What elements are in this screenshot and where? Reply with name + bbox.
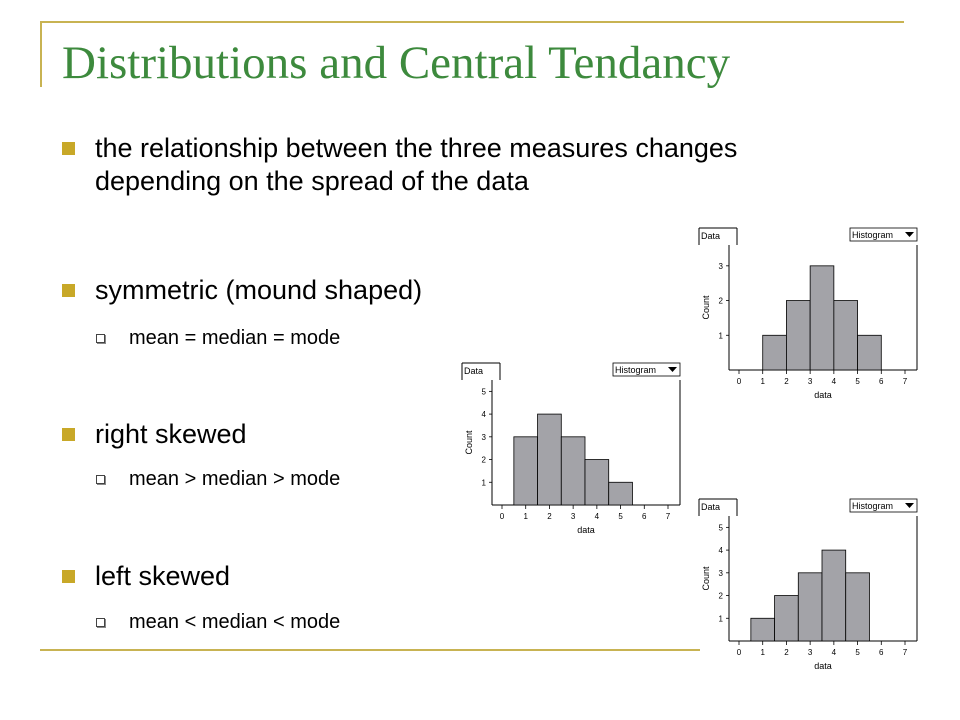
histogram-bar bbox=[763, 335, 787, 370]
histogram-bar bbox=[858, 335, 882, 370]
x-tick-label: 3 bbox=[570, 512, 576, 521]
y-tick-label: 2 bbox=[481, 455, 486, 465]
slide-title: Distributions and Central Tendancy bbox=[62, 37, 731, 89]
y-tick-label: 2 bbox=[718, 591, 723, 601]
histogram-bar bbox=[775, 596, 799, 641]
top-rule bbox=[40, 21, 904, 23]
left-rule bbox=[40, 21, 42, 87]
histogram-bar bbox=[751, 618, 775, 641]
sub-bullet-left-skewed bbox=[96, 611, 340, 634]
y-tick-label: 1 bbox=[718, 331, 723, 341]
x-tick-label: 7 bbox=[902, 648, 908, 657]
x-tick-label: 7 bbox=[665, 512, 671, 521]
x-tick-label: 6 bbox=[879, 377, 884, 386]
x-tick-label: 2 bbox=[784, 648, 789, 657]
x-tick-label: 4 bbox=[594, 512, 600, 521]
x-tick-label: 1 bbox=[760, 377, 765, 386]
x-tick-label: 4 bbox=[831, 377, 837, 386]
x-tick-label: 2 bbox=[547, 512, 552, 521]
y-axis-label: Count bbox=[464, 430, 474, 455]
x-tick-label: 1 bbox=[760, 648, 765, 657]
x-tick-label: 7 bbox=[902, 377, 908, 386]
x-axis-label: data bbox=[814, 661, 832, 671]
square-bullet-icon bbox=[62, 142, 75, 155]
histogram-left-skewed bbox=[695, 496, 925, 681]
x-tick-label: 3 bbox=[807, 377, 813, 386]
x-tick-label: 2 bbox=[784, 377, 789, 386]
histogram-dropdown-label: Histogram bbox=[852, 230, 894, 240]
histogram-bar bbox=[609, 482, 633, 505]
data-tab-label: Data bbox=[701, 231, 721, 241]
histogram-dropdown-label: Histogram bbox=[852, 501, 894, 511]
sub-bullet-text: mean > median > mode bbox=[129, 468, 341, 490]
bullet-text: right skewed bbox=[95, 419, 247, 449]
y-axis-label: Count bbox=[701, 566, 711, 591]
y-tick-label: 2 bbox=[718, 296, 723, 306]
x-tick-label: 1 bbox=[523, 512, 528, 521]
square-bullet-icon bbox=[62, 570, 75, 583]
histogram-svg bbox=[695, 496, 925, 681]
square-bullet-icon bbox=[62, 284, 75, 297]
x-tick-label: 0 bbox=[736, 377, 742, 386]
bullet-spread bbox=[62, 132, 822, 198]
histogram-bar bbox=[846, 573, 870, 641]
hollow-square-bullet-icon bbox=[96, 475, 105, 484]
x-tick-label: 0 bbox=[736, 648, 742, 657]
x-tick-label: 5 bbox=[855, 648, 860, 657]
bullet-text: the relationship between the three measures changes depending on the spread of the data bbox=[95, 133, 738, 196]
sub-bullet-text: mean = median = mode bbox=[129, 327, 341, 349]
y-tick-label: 4 bbox=[718, 546, 723, 556]
x-tick-label: 0 bbox=[499, 512, 505, 521]
x-tick-label: 5 bbox=[855, 377, 860, 386]
x-tick-label: 4 bbox=[831, 648, 837, 657]
bottom-rule bbox=[40, 649, 700, 651]
x-tick-label: 6 bbox=[879, 648, 884, 657]
hollow-square-bullet-icon bbox=[96, 334, 105, 343]
histogram-svg bbox=[695, 225, 925, 410]
histogram-bar bbox=[585, 460, 609, 505]
histogram-bar bbox=[810, 266, 834, 370]
data-tab-label: Data bbox=[464, 366, 484, 376]
x-tick-label: 5 bbox=[618, 512, 623, 521]
bullet-left-skewed bbox=[62, 560, 230, 593]
y-tick-label: 3 bbox=[718, 261, 723, 271]
y-tick-label: 1 bbox=[481, 478, 486, 488]
sub-bullet-symmetric bbox=[96, 327, 340, 350]
x-tick-label: 6 bbox=[642, 512, 647, 521]
data-tab-label: Data bbox=[701, 502, 721, 512]
y-tick-label: 3 bbox=[481, 432, 486, 442]
y-tick-label: 1 bbox=[718, 614, 723, 624]
histogram-bar bbox=[822, 550, 846, 641]
y-tick-label: 3 bbox=[718, 568, 723, 578]
square-bullet-icon bbox=[62, 428, 75, 441]
y-tick-label: 5 bbox=[481, 387, 486, 397]
histogram-bar bbox=[798, 573, 822, 641]
histogram-svg bbox=[458, 360, 688, 545]
bullet-symmetric bbox=[62, 274, 422, 307]
bullet-right-skewed bbox=[62, 418, 247, 451]
bullet-text: symmetric (mound shaped) bbox=[95, 275, 423, 305]
histogram-bar bbox=[786, 301, 810, 370]
bullet-text: left skewed bbox=[95, 561, 231, 591]
sub-bullet-text: mean < median < mode bbox=[129, 611, 341, 633]
y-axis-label: Count bbox=[701, 295, 711, 320]
histogram-bar bbox=[514, 437, 538, 505]
histogram-bar bbox=[538, 414, 562, 505]
x-axis-label: data bbox=[814, 390, 832, 400]
histogram-right-skewed bbox=[458, 360, 688, 545]
histogram-symmetric bbox=[695, 225, 925, 410]
sub-bullet-right-skewed bbox=[96, 468, 340, 491]
histogram-bar bbox=[561, 437, 585, 505]
histogram-dropdown-label: Histogram bbox=[615, 365, 657, 375]
histogram-bar bbox=[834, 301, 858, 370]
x-tick-label: 3 bbox=[807, 648, 813, 657]
x-axis-label: data bbox=[577, 525, 595, 535]
y-tick-label: 5 bbox=[718, 523, 723, 533]
hollow-square-bullet-icon bbox=[96, 618, 105, 627]
y-tick-label: 4 bbox=[481, 410, 486, 420]
